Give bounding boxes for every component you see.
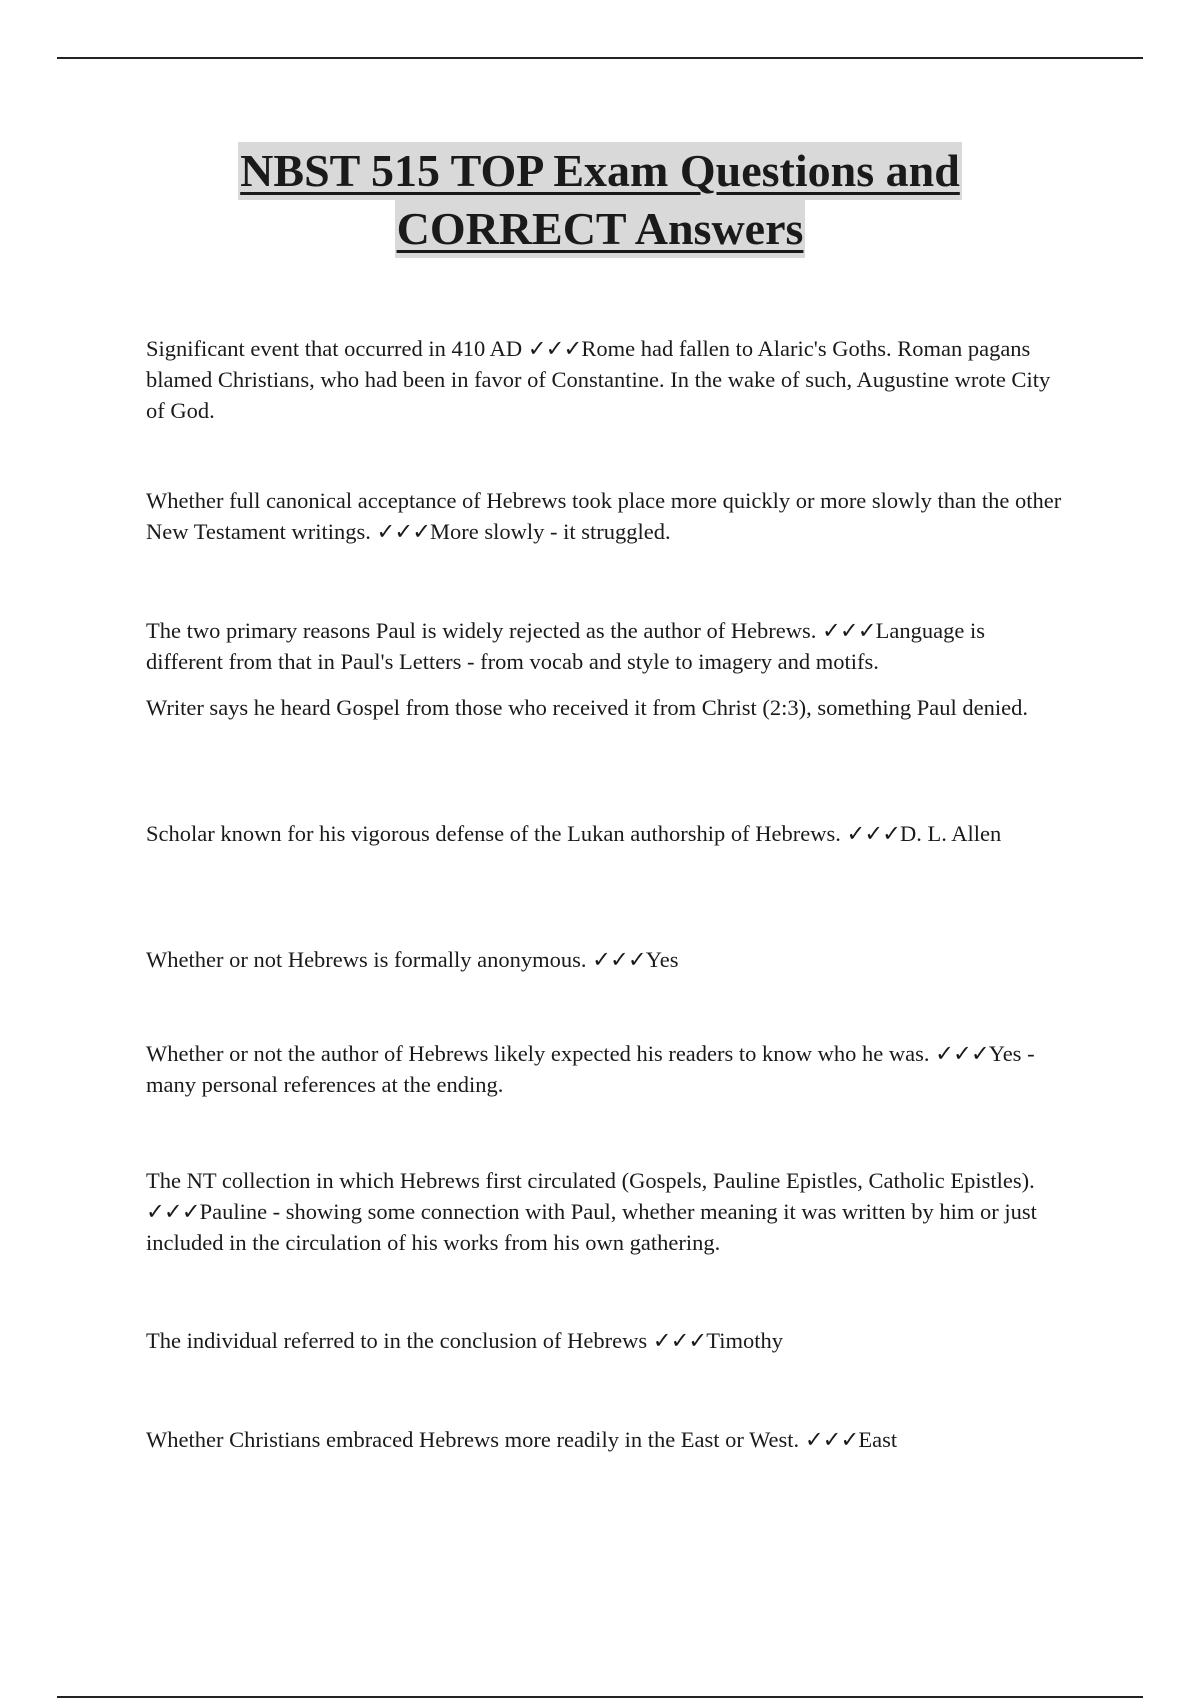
footer-rule <box>57 1696 1143 1698</box>
question-text: The two primary reasons Paul is widely rejected as the author of Hebrews. <box>146 618 823 643</box>
question-text: The individual referred to in the conclusion of Hebrews <box>146 1328 653 1353</box>
answer-text: More slowly - it struggled. <box>430 519 671 544</box>
answer-text: East <box>858 1427 898 1452</box>
question-text: Whether or not the author of Hebrews likely expected his readers to know who he was. <box>146 1041 936 1066</box>
qa-text <box>146 1038 1066 1100</box>
check-mark-icon: ✓✓✓ <box>376 519 431 544</box>
check-mark-icon: ✓✓✓ <box>146 1199 200 1224</box>
check-mark-icon: ✓✓✓ <box>822 618 876 643</box>
qa-text <box>146 944 1066 975</box>
answer-text: Rome had fallen to Alaric's Goths. Roman pagans blamed Christians, who had been in favor of Constantine. In the wake of such, Augustine wrote City of God. <box>146 336 1051 423</box>
check-mark-icon: ✓✓✓ <box>652 1328 707 1353</box>
check-mark-icon: ✓✓✓ <box>846 821 901 846</box>
question-text: The NT collection in which Hebrews first circulated (Gospels, Pauline Epistles, Catholic Epistles). <box>146 1168 1035 1193</box>
title-line-2: CORRECT Answers <box>395 200 806 258</box>
answer-text: Timothy <box>706 1328 783 1353</box>
answer-text: D. L. Allen <box>900 821 1002 846</box>
answer-text: Pauline - showing some connection with Paul, whether meaning it was written by him or just included in the circulation of his works from his own gathering. <box>146 1199 1037 1255</box>
qa-text <box>146 1325 1066 1356</box>
question-text: Whether or not Hebrews is formally anonymous. <box>146 947 593 972</box>
question-text: Whether Christians embraced Hebrews more readily in the East or West. <box>146 1427 805 1452</box>
check-mark-icon: ✓✓✓ <box>804 1427 859 1452</box>
qa-item-4 <box>146 818 1066 849</box>
qa-item-1 <box>146 333 1066 426</box>
qa-text <box>146 333 1066 426</box>
qa-text <box>146 1165 1066 1258</box>
qa-item-2 <box>146 485 1066 547</box>
question-text: Scholar known for his vigorous defense of the Lukan authorship of Hebrews. <box>146 821 847 846</box>
check-mark-icon: ✓✓✓ <box>592 947 646 972</box>
answer-text: Yes - many personal references at the ending. <box>146 1041 1035 1097</box>
answer-text: Language is different from that in Paul's Letters - from vocab and style to imagery and motifs. <box>146 618 985 674</box>
check-mark-icon: ✓✓✓ <box>527 336 582 361</box>
qa-text <box>146 615 1066 677</box>
qa-text <box>146 818 1066 849</box>
qa-item-7 <box>146 1165 1066 1258</box>
question-text: Whether full canonical acceptance of Hebrews took place more quickly or more slowly than the other New Testament writings. <box>146 488 1062 544</box>
qa-text <box>146 485 1066 547</box>
question-text: Significant event that occurred in 410 AD <box>146 336 528 361</box>
check-mark-icon: ✓✓✓ <box>935 1041 989 1066</box>
qa-item-3 <box>146 615 1066 723</box>
qa-item-9 <box>146 1424 1066 1455</box>
qa-text <box>146 1424 1066 1455</box>
qa-item-5 <box>146 944 1066 975</box>
answer-text: Yes <box>645 947 679 972</box>
title-line-1: NBST 515 TOP Exam Questions and <box>238 142 962 200</box>
qa-item-8 <box>146 1325 1066 1356</box>
qa-item-6 <box>146 1038 1066 1100</box>
document-title <box>0 142 1200 258</box>
header-rule <box>57 57 1143 59</box>
answer-continuation: Writer says he heard Gospel from those who received it from Christ (2:3), something Paul denied. <box>146 695 1029 720</box>
